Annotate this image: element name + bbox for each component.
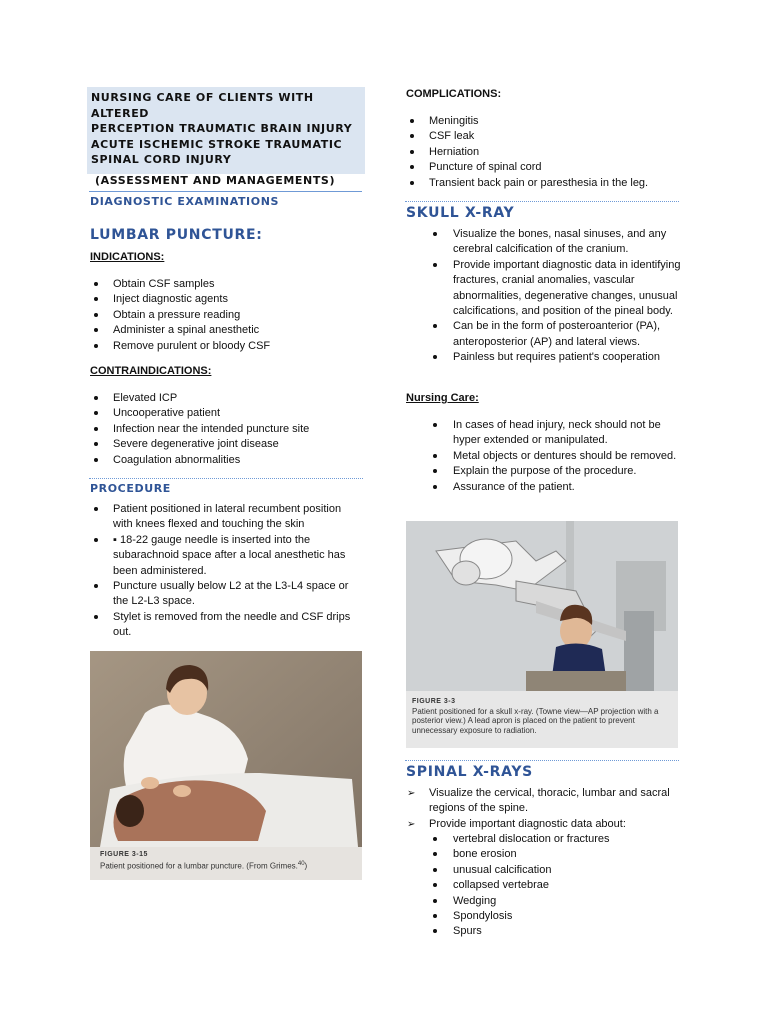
figure-label: FIGURE 3-15 bbox=[100, 851, 148, 858]
list-item: Uncooperative patient bbox=[91, 406, 363, 421]
list-item: Puncture of spinal cord bbox=[407, 160, 679, 175]
skull-xray-heading: SKULL X-RAY bbox=[406, 205, 515, 221]
title-subtitle: (ASSESSMENT AND MANAGEMENTS) bbox=[95, 173, 336, 187]
list-item: Can be in the form of posteroanterior (PA), anteroposterior (AP) and lateral views. bbox=[407, 319, 681, 350]
dotted-divider bbox=[405, 201, 679, 202]
list-item: Painless but requires patient's cooperation bbox=[407, 350, 681, 365]
list-item: Transient back pain or paresthesia in the leg. bbox=[407, 176, 679, 191]
skull-xray-caption bbox=[412, 697, 674, 735]
list-item: unusual calcification bbox=[407, 863, 681, 878]
figure-ref: 40 bbox=[297, 860, 305, 867]
list-item: Meningitis bbox=[407, 114, 679, 129]
spinal-xrays-list bbox=[407, 786, 681, 832]
dotted-divider bbox=[405, 760, 679, 761]
figure-caption: Patient positioned for a skull x-ray. (Towne view—AP projection with a posterior view.) A lead apron is placed on the patient to prevent unnecessary exposure to radiation. bbox=[412, 706, 659, 735]
dotted-divider bbox=[89, 478, 363, 479]
figure-caption: Patient positioned for a lumbar puncture. (From Grimes. bbox=[100, 861, 298, 871]
diagnostic-heading: DIAGNOSTIC EXAMINATIONS bbox=[90, 195, 280, 208]
list-item: Herniation bbox=[407, 145, 679, 160]
title-line-2: PERCEPTION TRAUMATIC BRAIN INJURY bbox=[91, 122, 353, 135]
list-item: In cases of head injury, neck should not be hyper extended or manipulated. bbox=[407, 418, 681, 449]
list-item: Provide important diagnostic data in identifying fractures, cranial anomalies, vascular abnormalities, degenerative changes, unusual calcifications, and position of the pineal body. bbox=[407, 258, 681, 320]
spinal-xrays-heading: SPINAL X-RAYS bbox=[406, 764, 533, 780]
nursing-care-list bbox=[407, 418, 681, 495]
list-item: Patient positioned in lateral recumbent position with knees flexed and touching the skin bbox=[91, 502, 363, 533]
list-item: Obtain a pressure reading bbox=[91, 308, 363, 323]
title-line-3: ACUTE ISCHEMIC STROKE TRAUMATIC bbox=[91, 137, 343, 151]
list-item: Puncture usually below L2 at the L3-L4 space or the L2-L3 space. bbox=[91, 579, 363, 610]
title-box bbox=[87, 87, 365, 187]
procedure-list bbox=[91, 502, 363, 641]
indications-list bbox=[91, 277, 363, 354]
list-item: ▪ 18-22 gauge needle is inserted into the subarachnoid space after a local anesthetic has been administered. bbox=[91, 533, 363, 579]
list-item: Severe degenerative joint disease bbox=[91, 437, 363, 452]
list-item: Assurance of the patient. bbox=[407, 480, 681, 495]
spinal-findings-list bbox=[407, 832, 681, 940]
list-item: Remove purulent or bloody CSF bbox=[91, 339, 363, 354]
lumbar-puncture-heading: LUMBAR PUNCTURE: bbox=[90, 227, 263, 243]
section-divider bbox=[89, 191, 362, 192]
list-item: Infection near the intended puncture site bbox=[91, 422, 363, 437]
procedure-heading: PROCEDURE bbox=[90, 482, 171, 495]
list-item: Administer a spinal anesthetic bbox=[91, 323, 363, 338]
list-item: Explain the purpose of the procedure. bbox=[407, 464, 681, 479]
lumbar-puncture-photo bbox=[90, 651, 362, 880]
indications-heading: INDICATIONS: bbox=[90, 251, 165, 263]
figure-label: FIGURE 3-3 bbox=[412, 698, 456, 705]
list-item: Spondylosis bbox=[407, 909, 681, 924]
list-item: CSF leak bbox=[407, 129, 679, 144]
contraindications-list bbox=[91, 391, 363, 468]
list-item: Visualize the bones, nasal sinuses, and any cerebral calcification of the cranium. bbox=[407, 227, 681, 258]
list-item: ➢ Visualize the cervical, thoracic, lumbar and sacral regions of the spine. bbox=[407, 786, 681, 817]
list-item: collapsed vertebrae bbox=[407, 878, 681, 893]
list-item: Wedging bbox=[407, 894, 681, 909]
list-item: Elevated ICP bbox=[91, 391, 363, 406]
lumbar-puncture-caption bbox=[100, 850, 358, 871]
nursing-care-heading: Nursing Care: bbox=[406, 392, 479, 404]
list-item: Inject diagnostic agents bbox=[91, 292, 363, 307]
list-item: Metal objects or dentures should be removed. bbox=[407, 449, 681, 464]
contraindications-heading: CONTRAINDICATIONS: bbox=[90, 365, 212, 377]
list-item: Obtain CSF samples bbox=[91, 277, 363, 292]
list-item: Coagulation abnormalities bbox=[91, 453, 363, 468]
title-line-1: NURSING CARE OF CLIENTS WITH ALTERED bbox=[91, 91, 314, 120]
complications-heading: COMPLICATIONS: bbox=[406, 88, 502, 100]
figure-caption-end: ) bbox=[304, 861, 308, 871]
list-item: Spurs bbox=[407, 924, 681, 939]
skull-xray-list bbox=[407, 227, 681, 366]
list-item: vertebral dislocation or fractures bbox=[407, 832, 681, 847]
title-line-4: SPINAL CORD INJURY bbox=[91, 153, 232, 166]
list-item: bone erosion bbox=[407, 847, 681, 862]
list-item: ➢ Provide important diagnostic data about: bbox=[407, 817, 681, 832]
list-item: Stylet is removed from the needle and CSF drips out. bbox=[91, 610, 363, 641]
complications-list bbox=[407, 114, 679, 191]
skull-xray-photo bbox=[406, 521, 678, 748]
